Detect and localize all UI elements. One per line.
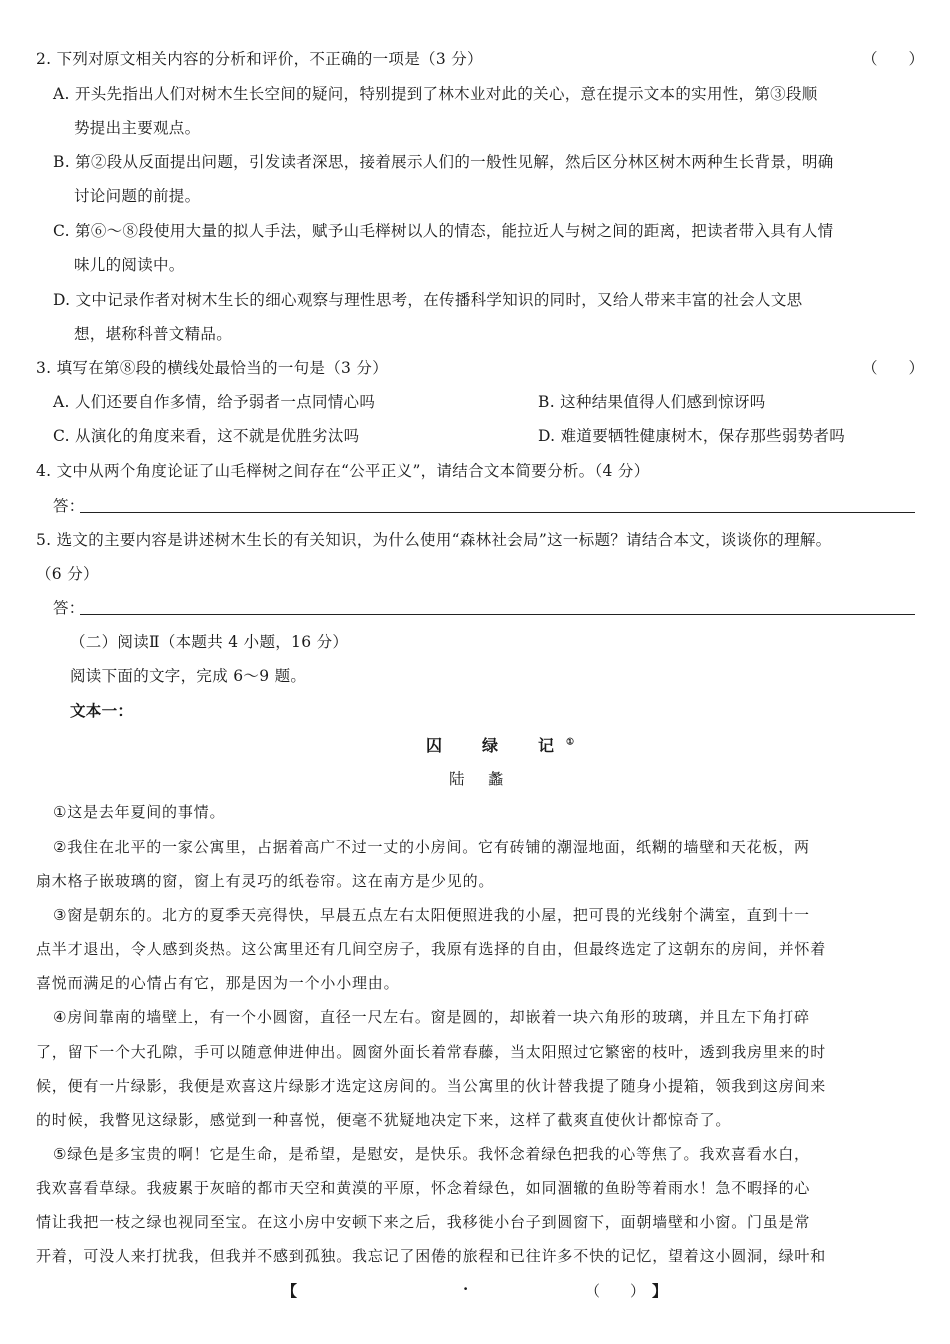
paragraph-4-line-3: 候，便有一片绿影，我便是欢喜这片绿影才选定这房间的。当公寓里的伙计替我提了随身小提箱，领我到这房间来 bbox=[36, 1077, 827, 1095]
question-2-option-d-line-1: D. 文中记录作者对树木生长的细心观察与理性思考，在传播科学知识的同时，又给人带来丰富的社会人文思 bbox=[53, 291, 803, 309]
text-one-label: 文本一： bbox=[70, 701, 134, 720]
question-2-answer-paren: （ ） bbox=[862, 50, 925, 68]
question-5-answer-label: 答： bbox=[53, 599, 85, 617]
question-4-stem: 4. 文中从两个角度论证了山毛榉树之间存在“公平正义”，请结合文本简要分析。（4 分） bbox=[36, 462, 650, 480]
question-2-option-c-line-1: C. 第⑥～⑧段使用大量的拟人手法，赋予山毛榉树以人的情态，能拉近人与树之间的距离，把读者带入具有人情 bbox=[53, 222, 834, 240]
paragraph-5-line-1: ⑤绿色是多宝贵的啊！它是生命，是希望，是慰安，是快乐。我怀念着绿色把我的心等焦了。我欢喜看水白， bbox=[53, 1145, 810, 1163]
paragraph-3-line-2: 点半才退出，令人感到炎热。这公寓里还有几间空房子，我原有选择的自由，但最终选定了这朝东的房间，并怀着 bbox=[36, 940, 827, 958]
paragraph-3-line-3: 喜悦而满足的心情占有它，那是因为一个小小理由。 bbox=[36, 974, 400, 992]
article-title-text: 囚 绿 记 bbox=[426, 736, 567, 755]
article-title-footnote-mark: ① bbox=[566, 737, 575, 748]
footer-page-paren: （ ） bbox=[585, 1282, 646, 1300]
reading-2-instruction: 阅读下面的文字，完成 6～9 题。 bbox=[70, 667, 307, 685]
question-4-answer-line[interactable] bbox=[80, 512, 915, 513]
question-5-stem-line-1: 5. 选文的主要内容是讲述树木生长的有关知识，为什么使用“森林社会局”这一标题？请结合本文，谈谈你的理解。 bbox=[36, 531, 832, 549]
question-4-answer-label: 答： bbox=[53, 497, 85, 515]
paragraph-1-line-1: ①这是去年夏间的事情。 bbox=[53, 803, 226, 821]
question-2-option-b-line-2: 讨论问题的前提。 bbox=[74, 187, 201, 205]
paragraph-4-line-2: 了，留下一个大孔隙，手可以随意伸进伸出。圆窗外面长着常春藤，当太阳照过它繁密的枝叶，透到我房里来的时 bbox=[36, 1043, 827, 1061]
question-3-option-c: C. 从演化的角度来看，这不就是优胜劣汰吗 bbox=[53, 427, 360, 445]
paragraph-4-line-4: 的时候，我瞥见这绿影，感觉到一种喜悦，便毫不犹疑地决定下来，这样了截爽直使伙计都惊奇了。 bbox=[36, 1111, 732, 1129]
paragraph-3-line-1: ③窗是朝东的。北方的夏季天亮得快，早晨五点左右太阳便照进我的小屋，把可畏的光线射个满室，直到十一 bbox=[53, 906, 810, 924]
question-5-answer-line[interactable] bbox=[80, 614, 915, 615]
paragraph-4-line-1: ④房间靠南的墙壁上，有一个小圆窗，直径一尺左右。窗是圆的，却嵌着一块六角形的玻璃，并且左下角打碎 bbox=[53, 1008, 810, 1026]
reading-2-header: （二）阅读Ⅱ（本题共 4 小题，16 分） bbox=[70, 633, 349, 651]
question-2-option-a-line-1: A. 开头先指出人们对树木生长空间的疑问，特别提到了林木业对此的关心，意在提示文本的实用性，第③段顺 bbox=[53, 85, 818, 103]
question-2-option-a-line-2: 势提出主要观点。 bbox=[74, 119, 201, 137]
question-3-option-d: D. 难道要牺牲健康树木，保存那些弱势者吗 bbox=[538, 427, 846, 445]
paragraph-5-line-3: 情让我把一枝之绿也视同至宝。在这小房中安顿下来之后，我移徙小台子到圆窗下，面朝墙壁和小窗。门虽是常 bbox=[36, 1213, 811, 1231]
question-3-option-b: B. 这种结果值得人们感到惊讶吗 bbox=[538, 393, 766, 411]
footer-left-bracket: 【 bbox=[282, 1282, 298, 1300]
question-2-stem: 2. 下列对原文相关内容的分析和评价，不正确的一项是（3 分） bbox=[36, 50, 483, 68]
question-3-answer-paren: （ ） bbox=[862, 359, 925, 377]
paragraph-2-line-2: 扇木格子嵌玻璃的窗，窗上有灵巧的纸卷帘。这在南方是少见的。 bbox=[36, 872, 495, 890]
question-2-option-d-line-2: 想，堪称科普文精品。 bbox=[74, 325, 233, 343]
question-3-option-a: A. 人们还要自作多情，给予弱者一点同情心吗 bbox=[53, 393, 376, 411]
article-title bbox=[426, 733, 574, 756]
question-3-stem: 3. 填写在第⑧段的横线处最恰当的一句是（3 分） bbox=[36, 359, 389, 377]
footer-dot: · bbox=[463, 1280, 469, 1298]
question-2-option-c-line-2: 味儿的阅读中。 bbox=[74, 256, 185, 274]
question-2-option-b-line-1: B. 第②段从反面提出问题，引发读者深思，接着展示人们的一般性见解，然后区分林区树木两种生长背景，明确 bbox=[53, 153, 834, 171]
footer-right-bracket: 】 bbox=[652, 1282, 668, 1300]
article-author: 陆 蠡 bbox=[449, 770, 508, 788]
paragraph-5-line-2: 我欢喜看草绿。我疲累于灰暗的都市天空和黄漠的平原，怀念着绿色，如同涸辙的鱼盼等着雨水！急不暇择的心 bbox=[36, 1179, 811, 1197]
paragraph-5-line-4: 开着，可没人来打扰我，但我并不感到孤独。我忘记了困倦的旅程和已往许多不快的记忆，望着这小圆洞，绿叶和 bbox=[36, 1247, 827, 1265]
paragraph-2-line-1: ②我住在北平的一家公寓里，占据着高广不过一丈的小房间。它有砖铺的潮湿地面，纸糊的墙壁和天花板，两 bbox=[53, 838, 810, 856]
question-5-stem-line-2: （6 分） bbox=[36, 565, 99, 583]
